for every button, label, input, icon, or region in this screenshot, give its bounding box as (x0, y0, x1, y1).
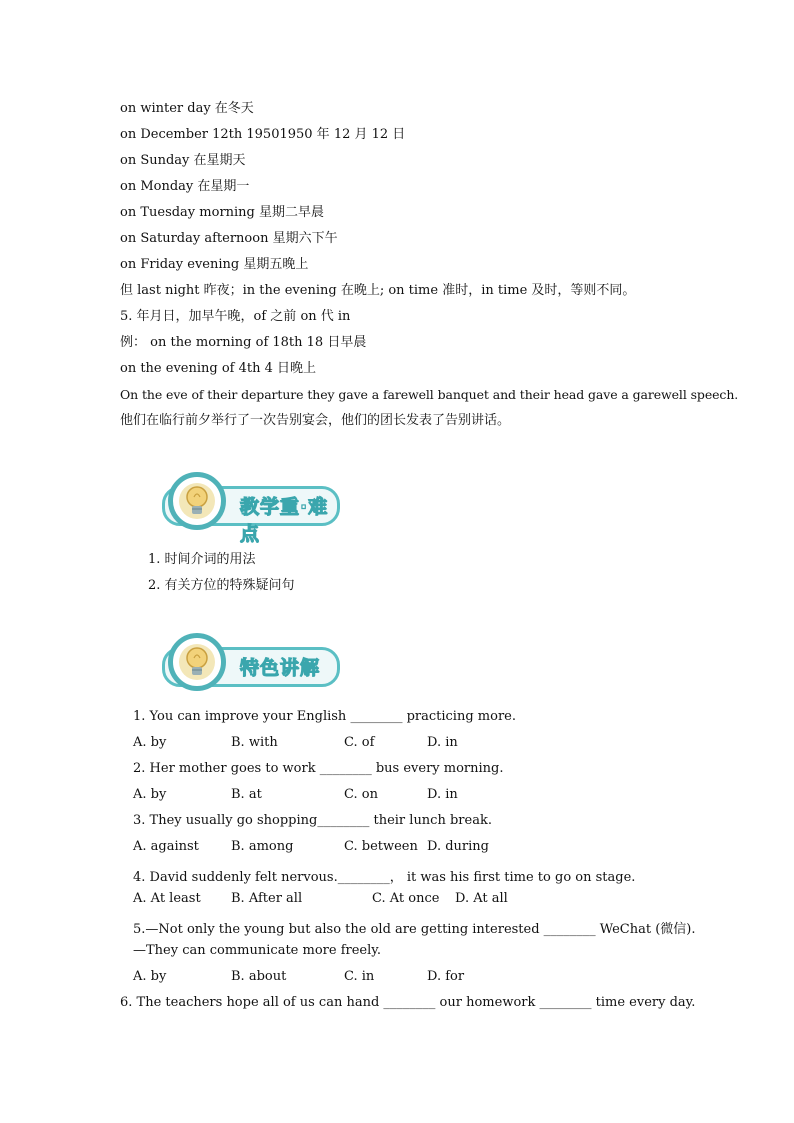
option-c: C. on (344, 787, 378, 802)
question-5: 5.—Not only the young but also the old are getting interested ________ WeChat (微信). (133, 922, 696, 937)
section-banner-featured (152, 633, 342, 697)
text-line: 例： on the morning of 18th 18 日早晨 (120, 335, 367, 350)
lightbulb-icon (168, 633, 226, 691)
question-4: 4. David suddenly felt nervous.________， it was his first time to go on stage. (133, 870, 636, 885)
option-c: C. in (344, 969, 375, 984)
option-b: B. about (231, 969, 287, 984)
text-line: on December 12th 19501950 年 12 月 12 日 (120, 127, 406, 142)
lightbulb-icon (168, 472, 226, 530)
question-6: 6. The teachers hope all of us can hand ________ our homework ________ time every day. (120, 995, 696, 1010)
list-item: 1. 时间介词的用法 (148, 552, 256, 567)
text-line: 5. 年月日，加早午晚，of 之前 on 代 in (120, 309, 351, 324)
option-b: B. After all (231, 891, 303, 906)
text-line: 但 last night 昨夜；in the evening 在晚上; on time 准时，in time 及时，等则不同。 (120, 283, 636, 298)
section-title: 教学重·难点 (240, 496, 329, 545)
option-d: D. At all (455, 891, 508, 906)
option-d: D. in (427, 787, 458, 802)
example-sentence-en: On the eve of their departure they gave a farewell banquet and their head gave a garewell speech. (120, 387, 739, 402)
example-sentence-zh: 他们在临行前夕举行了一次告别宴会，他们的团长发表了告别讲话。 (120, 413, 511, 428)
option-b: B. with (231, 735, 278, 750)
option-c: C. At once (372, 891, 440, 906)
option-c: C. between (344, 839, 418, 854)
text-line: on Friday evening 星期五晚上 (120, 257, 309, 272)
option-d: D. in (427, 735, 458, 750)
option-d: D. for (427, 969, 465, 984)
question-3: 3. They usually go shopping________ their lunch break. (133, 813, 492, 828)
option-c: C. of (344, 735, 375, 750)
option-a: A. by (133, 787, 167, 802)
option-d: D. during (427, 839, 489, 854)
section-title: 特色讲解 (240, 657, 321, 679)
option-a: A. by (133, 735, 167, 750)
text-line: on Monday 在星期一 (120, 179, 250, 194)
question-5-response: —They can communicate more freely. (133, 943, 382, 958)
option-a: A. by (133, 969, 167, 984)
option-b: B. among (231, 839, 294, 854)
option-a: A. At least (133, 891, 201, 906)
text-line: on winter day 在冬天 (120, 101, 254, 116)
question-1: 1. You can improve your English ________ practicing more. (133, 709, 516, 724)
list-item: 2. 有关方位的特殊疑问句 (148, 578, 295, 593)
text-line: on the evening of 4th 4 日晚上 (120, 361, 317, 376)
option-a: A. against (133, 839, 199, 854)
option-b: B. at (231, 787, 262, 802)
text-line: on Sunday 在星期天 (120, 153, 246, 168)
text-line: on Saturday afternoon 星期六下午 (120, 231, 338, 246)
text-line: on Tuesday morning 星期二早晨 (120, 205, 325, 220)
question-2: 2. Her mother goes to work ________ bus every morning. (133, 761, 504, 776)
section-banner-key-points (152, 472, 342, 545)
